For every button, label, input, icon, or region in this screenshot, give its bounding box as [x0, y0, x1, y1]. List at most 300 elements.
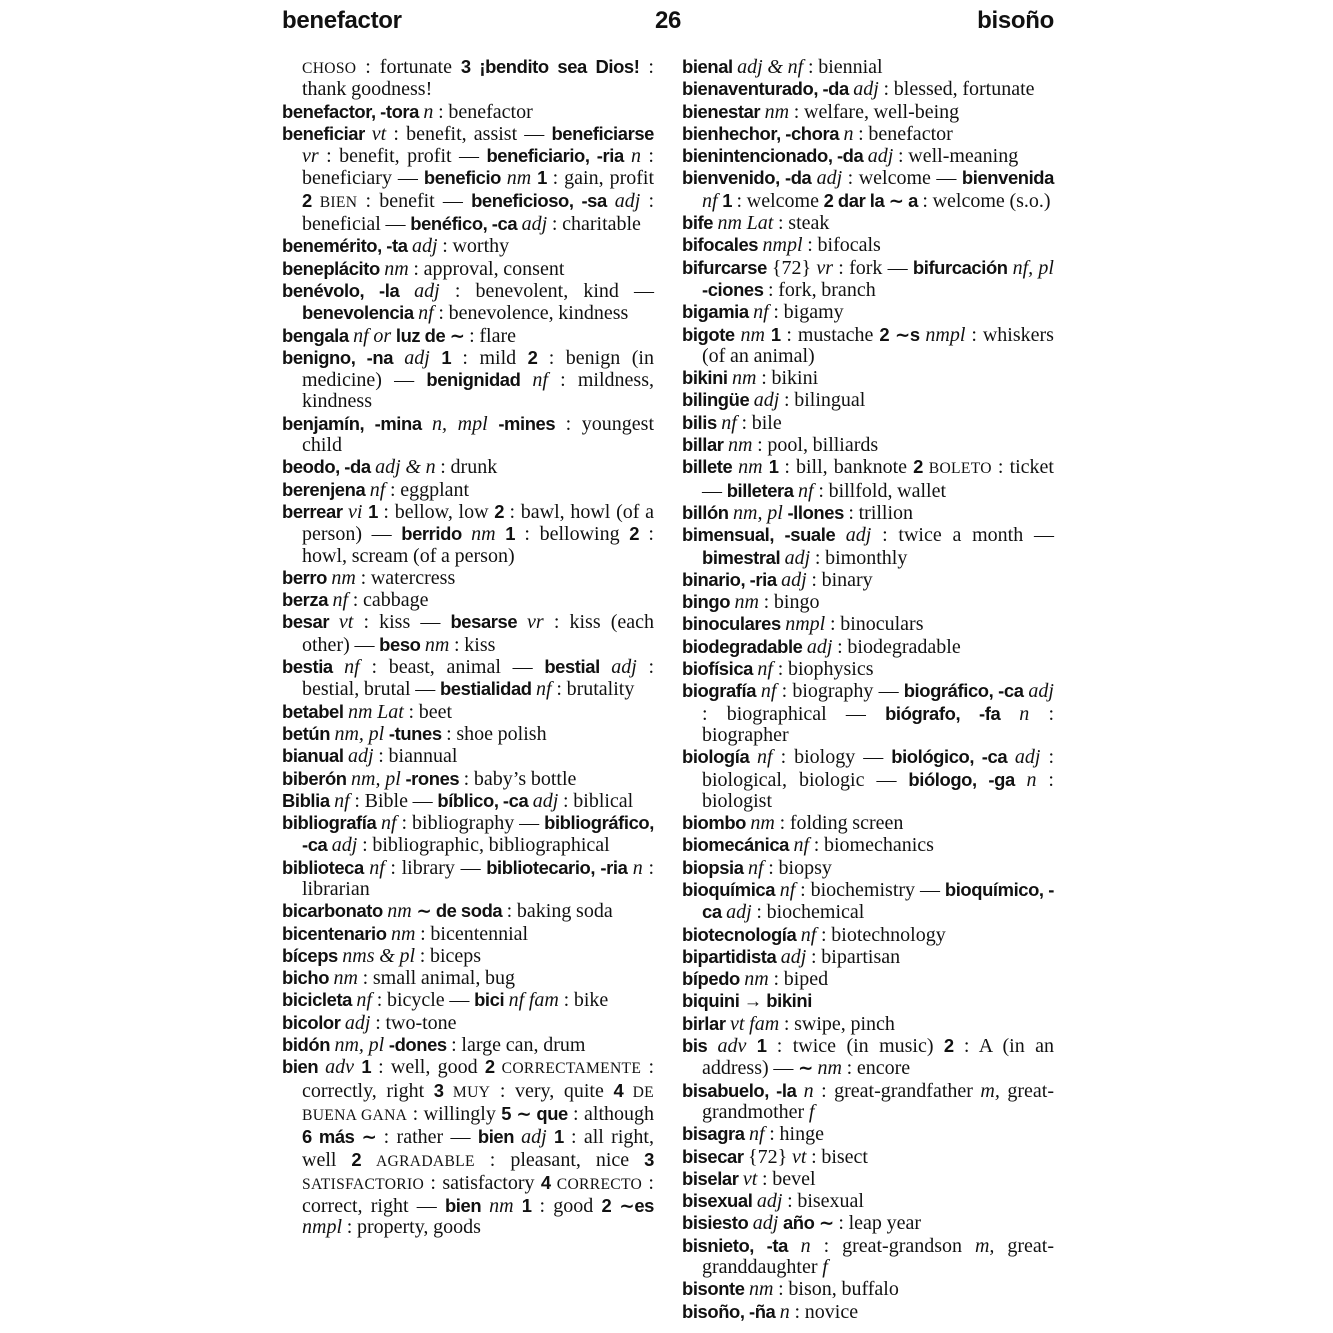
dictionary-entry-continuation	[282, 56, 654, 101]
entry-segment-i: adj	[726, 901, 757, 924]
entry-segment-i: vr	[816, 256, 839, 279]
entry-segment-i: adj	[1028, 680, 1054, 703]
entry-segment-i: adj	[780, 945, 811, 968]
entry-segment-b: bien	[282, 1056, 326, 1078]
entry-segment-p: : biopsy	[768, 856, 832, 879]
dictionary-entry	[282, 745, 654, 767]
entry-segment-i: nf	[418, 302, 439, 325]
entry-segment-b: bigote	[682, 323, 741, 345]
entry-segment-p: : property, goods	[346, 1216, 481, 1239]
entry-segment-p: : bisexual	[787, 1190, 864, 1213]
entry-segment-p: : approval, consent	[413, 257, 565, 280]
entry-segment-i: nm, pl	[733, 501, 788, 524]
entry-segment-i: nmpl	[302, 1216, 347, 1239]
entry-segment-b: 4	[540, 1171, 557, 1193]
entry-segment-b: 3	[644, 1148, 654, 1170]
dictionary-entry	[682, 636, 1054, 658]
entry-segment-b: biomecánica	[682, 834, 794, 856]
entry-segment-i: adj	[853, 78, 884, 101]
entry-segment-b: biógrafo, -fa	[885, 702, 1020, 724]
entry-segment-b: biquini	[682, 990, 744, 1012]
entry-segment-p: : kiss	[454, 633, 496, 656]
entry-segment-b: -llones	[787, 501, 849, 523]
entry-segment-i: nm	[331, 566, 361, 589]
dictionary-entry	[682, 101, 1054, 123]
entry-segment-b: benévolo, -la	[282, 279, 415, 301]
entry-segment-b: beneplácito	[282, 257, 385, 279]
dictionary-entry	[282, 768, 654, 790]
entry-segment-b: bestialidad	[439, 678, 537, 700]
entry-segment-i: nmpl	[925, 323, 972, 346]
entry-segment-i: nf	[332, 589, 353, 612]
entry-segment-p: : welcome —	[847, 167, 962, 190]
entry-segment-p: : pool, billiards	[757, 434, 879, 457]
entry-segment-b: bifurcación	[912, 256, 1013, 278]
dictionary-entry	[682, 879, 1054, 924]
entry-segment-i: adj	[532, 789, 563, 812]
dictionary-entry	[682, 924, 1054, 946]
entry-segment-b: 1	[505, 523, 525, 545]
entry-segment-i: adj & n	[375, 456, 441, 479]
dictionary-entry	[682, 1168, 1054, 1190]
dictionary-entry	[682, 613, 1054, 635]
entry-segment-p: : bipartisan	[811, 945, 901, 968]
entry-segment-b: →	[743, 990, 767, 1012]
entry-segment-b: 1	[441, 346, 463, 368]
entry-segment-p: : willingly	[407, 1102, 502, 1125]
entry-segment-b: bisiesto	[682, 1212, 753, 1234]
entry-segment-p: : bicycle —	[376, 989, 475, 1012]
entry-segment-b: birlar	[682, 1012, 731, 1034]
entry-segment-i: nmpl	[762, 234, 808, 257]
entry-segment-i: nm	[390, 922, 421, 945]
dictionary-entry	[282, 1034, 654, 1056]
entry-segment-b: beneficioso, -sa	[471, 189, 615, 211]
dictionary-entry	[682, 324, 1054, 368]
entry-segment-b: bikini	[682, 367, 733, 389]
entry-segment-p: : thank goodness!	[302, 56, 654, 101]
entry-segment-p: : librarian	[302, 856, 655, 900]
entry-segment-i: adj	[414, 279, 455, 302]
entry-segment-i: n	[843, 122, 859, 145]
entry-segment-i: nm	[764, 100, 794, 123]
entry-segment-b: biotecnología	[682, 923, 801, 945]
entry-segment-b: benjamín, -mina	[282, 412, 433, 434]
left-column	[282, 56, 654, 1323]
entry-segment-b: bisabuelo, -la	[682, 1079, 804, 1101]
dictionary-entry	[282, 857, 654, 901]
entry-segment-p: : biodegradable	[837, 635, 961, 658]
dictionary-entry	[682, 1212, 1054, 1234]
entry-segment-p: : cabbage	[352, 589, 429, 612]
entry-segment-b: -tunes	[388, 722, 447, 744]
entry-segment-b: bienvenida	[961, 167, 1054, 189]
entry-segment-p: : bigamy	[773, 301, 844, 324]
entry-segment-p: : welcome (s.o.)	[922, 189, 1051, 212]
entry-segment-b: 2	[913, 456, 929, 478]
entry-segment-i: nm	[387, 900, 417, 923]
entry-segment-p: : small animal, bug	[362, 967, 516, 990]
entry-segment-i: nm	[738, 456, 769, 479]
entry-segment-p: : correct, right —	[302, 1171, 654, 1218]
dictionary-entry	[682, 56, 1054, 78]
entry-segment-p: : benign (in medicine) —	[302, 346, 654, 392]
entry-segment-b: bienvenido, -da	[682, 167, 817, 189]
entry-segment-b: bifurcarse	[682, 256, 772, 278]
dictionary-entry	[682, 1080, 1054, 1124]
page-number: 26	[654, 7, 682, 34]
entry-segment-b: 2 ∼s	[879, 323, 926, 345]
entry-segment-b: bimestral	[702, 546, 785, 568]
entry-segment-i: nf	[800, 923, 822, 946]
entry-segment-b: benéfico, -ca	[410, 213, 522, 235]
entry-segment-b: 2	[629, 523, 649, 545]
entry-segment-p: : binary	[811, 568, 873, 591]
dictionary-entry	[282, 101, 654, 123]
entry-segment-p: : biceps	[419, 944, 482, 967]
entry-segment-b: billete	[682, 456, 739, 478]
entry-segment-p: : bevel	[762, 1167, 816, 1190]
dictionary-entry	[682, 658, 1054, 680]
entry-segment-p: : binoculars	[829, 613, 924, 636]
dictionary-entry	[682, 234, 1054, 256]
entry-segment-b: bici	[474, 989, 509, 1011]
dictionary-entry	[682, 591, 1054, 613]
entry-segment-i: adj	[404, 346, 442, 369]
entry-segment-i: nm	[732, 367, 762, 390]
entry-segment-p: : benevolent, kind —	[454, 279, 654, 302]
entry-segment-b: besarse	[450, 611, 528, 633]
dictionary-entry	[682, 1123, 1054, 1145]
dictionary-entry	[682, 257, 1054, 302]
entry-segment-i: n	[779, 1300, 795, 1323]
entry-segment-p: : bingo	[763, 591, 820, 614]
entry-segment-b: luz de ∼	[395, 324, 470, 346]
entry-segment-i: adj	[753, 389, 784, 412]
entry-segment-p: : mustache	[786, 323, 880, 346]
dictionary-entry	[282, 413, 654, 457]
entry-segment-p: : biographical —	[702, 702, 886, 725]
entry-segment-b: 1	[756, 1035, 777, 1057]
entry-segment-i: adj	[521, 1126, 555, 1149]
entry-segment-i: adj	[521, 213, 552, 236]
entry-segment-p: : biography —	[781, 680, 904, 703]
dictionary-entry	[282, 701, 654, 723]
dictionary-entry	[682, 167, 1054, 212]
entry-segment-p: : benefit, profit —	[326, 145, 487, 168]
entry-segment-i: n	[423, 100, 439, 123]
entry-segment-p: : trillion	[848, 501, 914, 524]
entry-segment-b: beneficiario, -ria	[486, 145, 631, 167]
entry-segment-b: 6 más ∼	[302, 1126, 384, 1148]
entry-segment-b: bestia	[282, 656, 345, 678]
entry-segment-p: : bimonthly	[814, 546, 908, 569]
entry-segment-b: berza	[282, 589, 333, 611]
entry-segment-b: berro	[282, 566, 332, 588]
entry-segment-p: : great-grandfather	[821, 1079, 981, 1102]
entry-segment-p: : biologist	[702, 768, 1054, 812]
entry-segment-b: bilingüe	[682, 389, 754, 411]
entry-segment-i: nf	[749, 1123, 770, 1146]
entry-segment-i: nf	[798, 479, 819, 502]
entry-segment-i: n, mpl	[432, 412, 499, 435]
entry-segment-p: : benefactor	[858, 122, 953, 145]
entry-segment-i: vr	[527, 611, 554, 634]
entry-segment-b: bisexual	[682, 1190, 757, 1212]
entry-segment-p: : flare	[469, 324, 516, 347]
entry-segment-b: benemérito, -ta	[282, 235, 412, 257]
entry-segment-p: : fork, branch	[768, 278, 876, 301]
entry-segment-p: : howl, scream (of a person)	[302, 523, 654, 567]
entry-segment-b: 1	[537, 167, 553, 189]
entry-segment-b: ∼ de soda	[416, 900, 507, 922]
dictionary-entry	[282, 258, 654, 280]
entry-segment-b: billetera	[726, 479, 799, 501]
entry-segment-i: adj	[611, 656, 649, 679]
entry-segment-p: : watercress	[360, 566, 456, 589]
dictionary-entry	[282, 567, 654, 589]
entry-segment-i: nmpl	[785, 613, 830, 636]
entry-segment-b: beodo, -da	[282, 456, 376, 478]
entry-segment-p: : correctly, right	[302, 1056, 654, 1102]
entry-segment-b: billón	[682, 501, 734, 523]
entry-segment-p: : encore	[846, 1057, 911, 1080]
entry-segment-p: : leap year	[838, 1212, 921, 1235]
entry-segment-b: bicentenario	[282, 922, 391, 944]
entry-segment-i: n	[1026, 768, 1049, 791]
entry-segment-p: : brutality	[556, 678, 635, 701]
entry-segment-b: bíceps	[282, 944, 343, 966]
entry-segment-p: {72}	[771, 256, 817, 279]
entry-segment-i: adj	[614, 189, 649, 212]
entry-segment-b: biofísica	[682, 658, 758, 680]
entry-segment-b: beneficio	[423, 167, 507, 189]
entry-segment-i: nf	[334, 789, 355, 812]
entry-segment-i: nf	[356, 989, 377, 1012]
entry-segment-p: : twice a month —	[882, 524, 1054, 547]
entry-segment-i: adj & nf	[737, 56, 808, 78]
dictionary-entry	[682, 812, 1054, 834]
entry-segment-i: nf	[369, 478, 390, 501]
dictionary-entry	[682, 569, 1054, 591]
entry-segment-sc: AGRADABLE	[375, 1152, 475, 1170]
dictionary-entry	[682, 301, 1054, 323]
dictionary-entry	[682, 367, 1054, 389]
entry-segment-i: vt	[338, 611, 364, 634]
entry-segment-p: : welfare, well-being	[793, 100, 960, 123]
entry-segment-b: bípedo	[682, 968, 745, 990]
dictionary-entry	[682, 680, 1054, 746]
entry-segment-p: : benevolence, kindness	[438, 302, 629, 325]
entry-segment-p: : mildness, kindness	[302, 369, 654, 413]
entry-segment-i: nm	[749, 1278, 779, 1301]
entry-segment-p: : bikini	[761, 367, 819, 390]
dictionary-entry	[682, 389, 1054, 411]
entry-segment-i: nf	[753, 301, 774, 324]
dictionary-entry	[282, 325, 654, 347]
entry-segment-i: nf	[793, 834, 814, 857]
entry-segment-b: -mines	[498, 412, 566, 434]
dictionary-entry	[682, 1278, 1054, 1300]
entry-segment-i: adj	[331, 834, 363, 857]
entry-segment-b: bisoño, -ña	[682, 1300, 780, 1322]
entry-segment-p: : bisect	[811, 1145, 868, 1168]
guide-word-right: bisoño	[977, 7, 1054, 34]
entry-segment-i: adv	[325, 1056, 362, 1079]
entry-segment-i: nf or	[353, 324, 396, 347]
entry-segment-b: 1	[521, 1195, 540, 1217]
entry-segment-i: adj	[784, 546, 815, 569]
entry-segment-p: : well-meaning	[898, 145, 1019, 168]
entry-segment-b: bienal	[682, 56, 738, 77]
entry-segment-i: nf	[702, 189, 723, 212]
entry-segment-i: adj	[411, 235, 443, 258]
entry-segment-b: bíblico, -ca	[437, 789, 533, 811]
entry-segment-i: f	[822, 1256, 828, 1279]
entry-segment-b: biodegradable	[682, 635, 807, 657]
entry-segment-i: nm, pl	[334, 1034, 389, 1057]
entry-segment-p: : bike	[563, 989, 609, 1012]
entry-segment-b: bienaventurado, -da	[682, 78, 854, 100]
entry-segment-i: nf	[369, 856, 391, 879]
entry-segment-p: : bawl, howl (of a person) —	[302, 500, 654, 546]
entry-segment-b: biólogo, -ga	[908, 768, 1027, 790]
entry-segment-b: biográfico, -ca	[903, 680, 1029, 702]
entry-segment-b: billar	[682, 434, 728, 456]
entry-segment-sc: BOLETO	[928, 460, 992, 478]
entry-segment-b: bienhechor, -chora	[682, 122, 844, 144]
dictionary-entry	[682, 990, 1054, 1012]
entry-segment-i: nf	[757, 658, 778, 681]
entry-segment-b: bibliográfico, -ca	[302, 812, 654, 856]
entry-segment-i: nm	[333, 967, 363, 990]
entry-segment-p: : biblical	[563, 789, 634, 812]
dictionary-entry	[682, 946, 1054, 968]
entry-segment-b: 2	[494, 500, 510, 522]
entry-segment-b: 5 ∼ que	[501, 1102, 574, 1124]
dictionary-entry	[682, 1235, 1054, 1279]
entry-segment-b: bifocales	[682, 234, 763, 256]
entry-segment-i: nm	[424, 633, 455, 656]
entry-segment-p: : baby’s bottle	[463, 767, 577, 790]
entry-segment-i: vr	[302, 145, 327, 168]
entry-segment-i: nf	[757, 746, 781, 769]
entry-segment-p: : great-grandson	[823, 1234, 975, 1257]
entry-segment-i: adj	[816, 167, 848, 190]
entry-segment-i: n	[632, 856, 649, 879]
entry-segment-b: biológico, -ca	[891, 746, 1015, 768]
entry-segment-i: adv	[717, 1035, 757, 1058]
entry-segment-b: bienestar	[682, 100, 765, 122]
dictionary-entry	[282, 790, 654, 812]
entry-segment-p: : biographer	[702, 702, 1054, 746]
entry-segment-i: nm, pl	[334, 722, 389, 745]
dictionary-entry	[282, 723, 654, 745]
dictionary-entry	[282, 235, 654, 257]
entry-segment-i: adj	[867, 145, 899, 168]
entry-segment-p: : very, quite	[490, 1079, 614, 1102]
entry-segment-i: nf	[779, 878, 801, 901]
entry-segment-i: adj	[781, 568, 812, 591]
entry-segment-b: bengala	[282, 324, 354, 346]
entry-segment-p: : satisfactory	[424, 1171, 541, 1194]
dictionary-entry	[682, 145, 1054, 167]
entry-segment-b: 1	[768, 456, 785, 478]
entry-segment-b: -dones	[388, 1034, 452, 1056]
dictionary-entry	[682, 78, 1054, 100]
entry-segment-b: 1	[554, 1126, 571, 1148]
dictionary-entry	[282, 900, 654, 922]
entry-segment-i: f	[808, 1100, 815, 1123]
entry-segment-p: : A (in an address) —	[702, 1035, 1054, 1080]
entry-segment-b: bikini	[766, 990, 812, 1012]
entry-segment-i: nm	[744, 968, 774, 991]
entry-segment-p: : bile	[741, 411, 782, 434]
entry-segment-i: nm	[727, 434, 758, 457]
entry-segment-i: nf	[380, 812, 402, 835]
entry-segment-p: : billfold, wallet	[818, 479, 947, 502]
dictionary-entry	[282, 479, 654, 501]
dictionary-entry	[682, 968, 1054, 990]
entry-segment-i: adj	[752, 1212, 783, 1235]
entry-segment-p: : biological, biologic —	[702, 746, 1054, 791]
entry-segment-b: -rones	[405, 767, 464, 789]
entry-segment-p: {72}	[748, 1145, 792, 1168]
entry-segment-b: berrear	[282, 500, 349, 522]
entry-segment-sc: CORRECTAMENTE	[501, 1060, 642, 1078]
entry-segment-b: benevolencia	[302, 302, 419, 324]
entry-segment-b: año ∼	[782, 1212, 839, 1234]
entry-segment-b: 1	[722, 189, 737, 211]
entry-segment-p: : swipe, pinch	[783, 1012, 895, 1035]
dictionary-entry	[682, 1190, 1054, 1212]
entry-segment-i: nm	[489, 1195, 522, 1218]
entry-segment-b: beso	[379, 633, 425, 655]
dictionary-entry	[282, 945, 654, 967]
dictionary-entry	[282, 656, 654, 701]
entry-segment-b: biblioteca	[282, 856, 370, 878]
entry-segment-i: n	[630, 145, 649, 168]
entry-segment-b: 4	[613, 1079, 633, 1101]
entry-segment-b: beneficiarse	[551, 122, 654, 144]
entry-segment-b: bioquímico, -ca	[702, 878, 1054, 923]
entry-segment-sc: CHOSO	[302, 60, 357, 77]
entry-segment-p: : drunk	[440, 456, 498, 479]
entry-segment-p: : beneficial —	[302, 189, 655, 236]
entry-segment-p: : well, good	[378, 1056, 485, 1079]
entry-segment-b: biología	[682, 746, 757, 768]
entry-segment-p: : benefit, assist —	[393, 122, 552, 145]
entry-segment-i: nf	[344, 656, 372, 679]
entry-segment-p: : pleasant, nice	[474, 1148, 645, 1171]
entry-segment-p: : biennial	[807, 56, 883, 78]
entry-segment-sc: MUY	[452, 1083, 491, 1101]
entry-segment-b: bife	[682, 212, 718, 234]
entry-segment-p: : bilingual	[783, 389, 866, 412]
entry-segment-p: : fortunate	[356, 56, 461, 78]
entry-segment-b: -ciones	[702, 278, 768, 300]
entry-segment-i: nm	[740, 323, 771, 346]
entry-segment-b: biselar	[682, 1167, 743, 1189]
entry-segment-i: nf	[721, 411, 742, 434]
entry-segment-b: bicho	[282, 967, 334, 989]
entry-segment-p: : biotechnology	[821, 923, 946, 946]
dictionary-entry	[682, 412, 1054, 434]
dictionary-entry	[682, 1035, 1054, 1080]
entry-segment-p: : novice	[794, 1300, 859, 1323]
entry-segment-p: : biomechanics	[813, 834, 934, 857]
entry-segment-i: nm	[750, 812, 780, 835]
